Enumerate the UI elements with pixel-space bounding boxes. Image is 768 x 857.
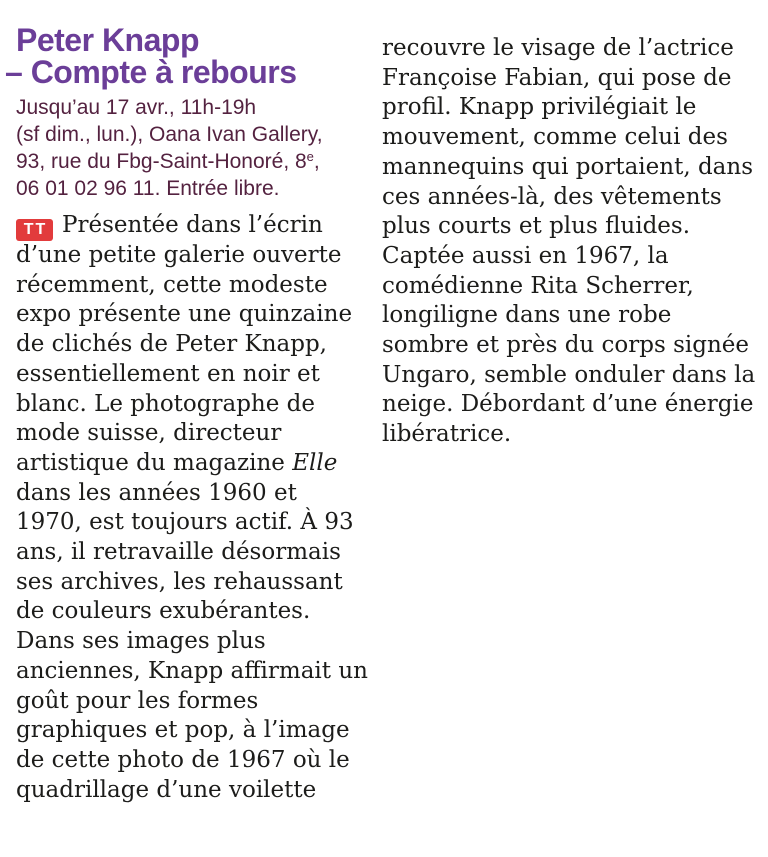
right-column [382, 24, 756, 450]
event-phone-admission: 06 01 02 96 11. Entrée libre. [16, 177, 280, 200]
event-address [16, 148, 368, 175]
title-line-2: – Compte à rebours [5, 54, 297, 90]
body-text-left-part1: Présentée dans l’écrin d’une petite galerie ouverte récemment, cette modeste expo présente une quinzaine de clichés de Peter Knapp, essentiellement en noir et blanc. Le photographe de mode suisse, directeur artistique du magazine [16, 212, 353, 476]
magazine-name-italic: Elle [292, 449, 338, 476]
arrondissement-superscript: e [306, 149, 314, 164]
title-line-1: Peter Knapp [16, 22, 199, 58]
left-column [5, 22, 368, 805]
event-address-comma: , [313, 150, 320, 173]
event-address-text: 93, rue du Fbg-Saint-Honoré, 8 [16, 150, 307, 173]
page-title [5, 22, 368, 90]
rating-badge: TT [16, 219, 53, 241]
article-body-right: recouvre le visage de l’actrice Françoise Fabian, qui pose de profil. Knapp privilégiait le mouvement, comme celui des mannequins qui portaient, dans ces années-là, des vêtements plus courts et plus fluides. Captée aussi en 1967, la comédienne Rita Scherrer, longiligne dans une robe sombre et près du corps signée Ungaro, semble onduler dans la neige. Débordant d’une énergie libératrice. [382, 35, 756, 448]
body-text-left-part2: dans les années 1960 et 1970, est toujours actif. À 93 ans, il retravaille désormais ses archives, les rehaussant de couleurs exubérantes. Dans ses images plus anciennes, Knapp affirmait un goût pour les formes graphiques et pop, à l’image de cette photo de 1967 où le quadrillage d’une voilette [16, 479, 368, 803]
event-info [16, 94, 368, 202]
event-venue: (sf dim., lun.), Oana Ivan Gallery, [16, 123, 323, 146]
article-columns [5, 22, 756, 805]
article-body-left [16, 211, 368, 805]
event-dates-hours: Jusqu’au 17 avr., 11h-19h [16, 96, 257, 119]
